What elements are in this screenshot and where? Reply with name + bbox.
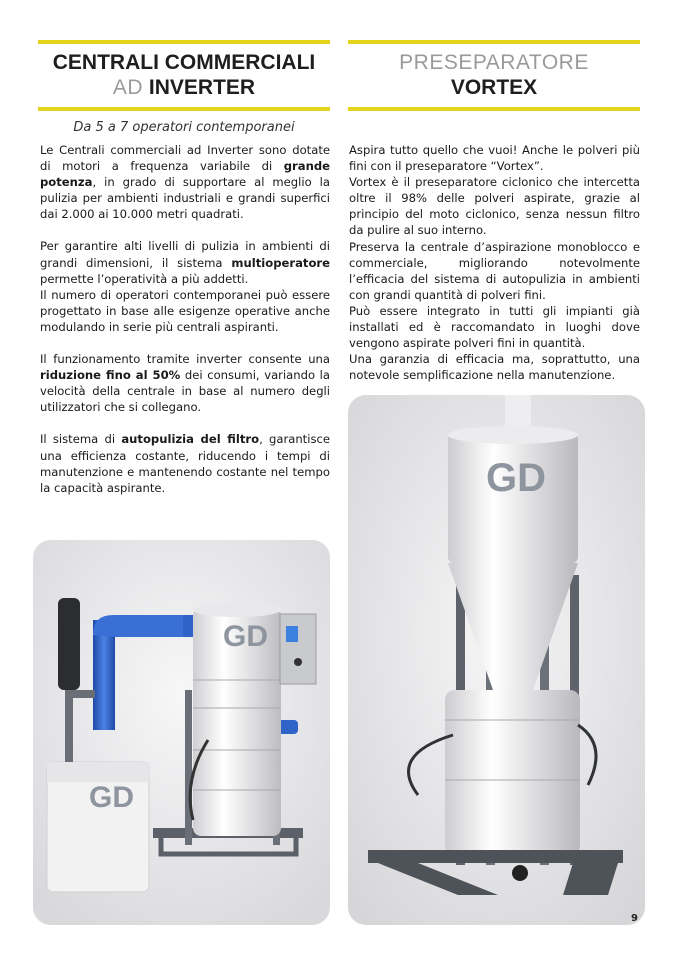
right-text-column — [349, 142, 640, 383]
right-line-2: Vortex è il preseparatore ciclonico che intercetta oltre il 98% delle polveri aspirate, grazie al principio del moto ciclonico, senza nessun filtro da pulire al suo interno. — [349, 175, 640, 238]
page-number: 9 — [631, 913, 638, 924]
right-title-line1: PRESEPARATORE — [399, 51, 589, 74]
left-title-line1: CENTRALI COMMERCIALI — [52, 51, 316, 74]
base-logo: GD — [89, 781, 134, 814]
unit-logo: GD — [223, 620, 268, 653]
left-title — [38, 50, 330, 100]
right-line-4: Può essere integrato in tutti gli impianti già installati ed è raccomandato in luoghi dove vengono aspirate polveri fini in quantità. — [349, 303, 640, 351]
right-line-5: Una garanzia di efficacia ma, soprattutto, una notevole semplificazione nella manutenzione. — [349, 352, 640, 383]
right-line-1: Aspira tutto quello che vuoi! Anche le polveri più fini con il preseparatore “Vortex”. — [349, 143, 640, 174]
right-line-3: Preserva la centrale d’aspirazione monoblocco e commerciale, migliorando notevolmente l’efficacia del sistema di autopulizia in ambienti con grandi quantità di polveri fini. — [349, 239, 640, 302]
left-subtitle: Da 5 a 7 operatori contemporanei — [73, 120, 295, 135]
right-title-line2: VORTEX — [450, 76, 538, 99]
right-title — [348, 50, 640, 100]
right-bottom-rule — [348, 107, 640, 111]
inverter-central-illustration — [33, 540, 330, 925]
left-paragraph-4: Il funzionamento tramite inverter consente una riduzione fino al 50% dei consumi, variando la velocità della centrale in base al numero degli utilizzatori che si collegano. — [40, 352, 330, 415]
left-top-rule — [38, 40, 330, 44]
left-paragraph-2: Per garantire alti livelli di pulizia in ambienti di grandi dimensioni, il sistema multioperatore permette l’operatività a più addetti. — [40, 239, 330, 286]
left-paragraph-5: Il sistema di autopulizia del filtro, garantisce una efficienza costante, riducendo i tempi di manutenzione e mantenendo costante nel tempo la capacità aspirante. — [40, 432, 331, 495]
left-text-column — [40, 142, 330, 512]
inverter-central-photo — [33, 540, 330, 925]
vortex-illustration — [348, 395, 645, 925]
left-paragraph-1: Le Centrali commerciali ad Inverter sono dotate di motori a frequenza variabile di grande potenza, in grado di supportare al meglio la pulizia per ambienti industriali e grandi superfici dai 2.000 ai 10.000 metri quadrati. — [40, 143, 330, 222]
left-paragraph-3: Il numero di operatori contemporanei può essere progettato in base alle esigenze operative anche modulando in serie più centrali aspiranti. — [40, 287, 330, 334]
vortex-logo: GD — [486, 456, 546, 500]
vortex-preseparator-photo — [348, 395, 645, 925]
right-top-rule — [348, 40, 640, 44]
left-bottom-rule — [38, 107, 330, 111]
left-title-inverter: INVERTER — [148, 76, 256, 99]
left-title-ad: AD — [112, 76, 144, 99]
